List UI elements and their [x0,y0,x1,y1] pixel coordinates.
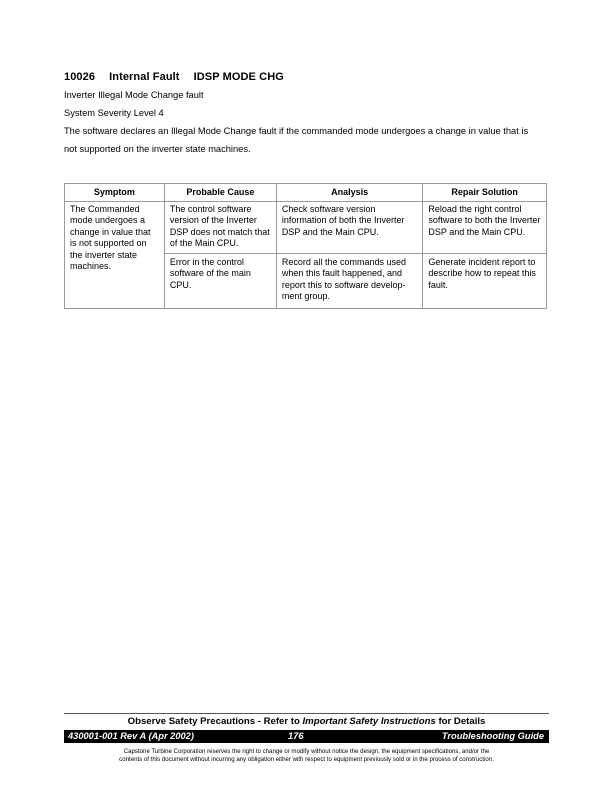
fault-description: Inverter Illegal Mode Change fault [64,90,204,100]
footer-divider [64,713,549,714]
severity-level: System Severity Level 4 [64,108,164,118]
fault-category: Internal Fault [109,71,180,83]
disclaimer-line-1: Capstone Turbine Corporation reserves the right to change or modify without notice the design, the equipment specifications, and/or the [123,748,490,755]
safety-instructions-reference: Important Safety Instructions [302,716,436,727]
safety-notice-prefix: Observe Safety Precautions - Refer to [127,716,303,727]
header-analysis: Analysis [276,184,422,202]
cause-cell: Error in the control software of the main CPU. [164,253,276,308]
explanation-line-2: not supported on the inverter state machines. [64,144,251,154]
footer-bar [64,730,549,743]
header-probable-cause: Probable Cause [164,184,276,202]
safety-notice-suffix: for Details [435,716,486,727]
document-id: 430001-001 Rev A (Apr 2002) [68,731,194,741]
guide-name: Troubleshooting Guide [441,731,544,741]
explanation-line-1: The software declares an Illegal Mode Change fault if the commanded mode undergoes a change in value that is [64,126,529,136]
safety-notice [64,716,549,727]
repair-cell: Generate incident report to describe how to repeat this fault. [423,253,547,308]
analysis-cell: Record all the commands used when this fault happened, and report this to software develop-ment group. [276,253,422,308]
fault-code: 10026 [64,71,96,83]
legal-disclaimer [64,748,549,764]
repair-cell: Reload the right control software to both the Inverter DSP and the Main CPU. [423,201,547,253]
cause-cell: The control software version of the Inverter DSP does not match that of the Main CPU. [164,201,276,253]
troubleshooting-table [64,183,547,309]
header-symptom: Symptom [65,184,165,202]
symptom-cell: The Commanded mode undergoes a change in value that is not supported on the inverter state machines. [65,201,165,308]
page-number: 176 [288,731,304,741]
disclaimer-line-2: contents of this document without incurring any obligation either with respect to equipment previously sold or in the process of construction. [119,756,494,763]
analysis-cell: Check software version information of both the Inverter DSP and the Main CPU. [276,201,422,253]
header-repair-solution: Repair Solution [423,184,547,202]
table-header-row [65,184,547,202]
fault-name: IDSP MODE CHG [193,71,284,83]
fault-heading [64,71,284,83]
table-row [65,201,547,253]
